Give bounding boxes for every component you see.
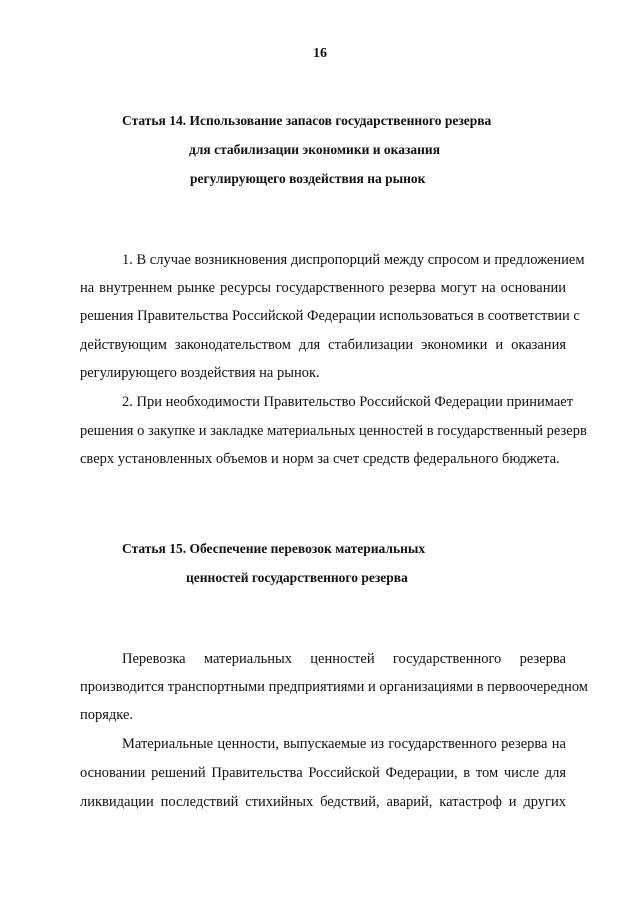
article-14-paragraph-1-line-1: 1. В случае возникновения диспропорций между спросом и предложением [122, 252, 585, 268]
article-14-paragraph-2-line-2: решения о закупке и закладке материальных ценностей в государственный резерв [80, 423, 587, 439]
article-15-heading-line-1: Статья 15. Обеспечение перевозок материальных [122, 541, 426, 556]
page-number: 16 [313, 46, 327, 61]
article-15-paragraph-1-line-1: Перевозка материальных ценностей государственного резерва [122, 651, 566, 667]
article-15-paragraph-2-line-2: основании решений Правительства Российской Федерации, в том числе для [80, 765, 566, 781]
article-14-heading-line-2: для стабилизации экономики и оказания [189, 142, 441, 157]
article-14-paragraph-1-line-2: на внутреннем рынке ресурсы государственного резерва могут на основании [80, 280, 566, 296]
article-15-paragraph-2-line-1: Материальные ценности, выпускаемые из государственного резерва на [122, 736, 566, 752]
article-14-paragraph-2-line-1: 2. При необходимости Правительство Российской Федерации принимает [122, 394, 574, 410]
article-14-paragraph-1-line-3: решения Правительства Российской Федерации использоваться в соответствии с [80, 308, 580, 324]
article-15-paragraph-1-line-3: порядке. [80, 707, 134, 723]
article-15-heading-line-2: ценностей государственного резерва [186, 570, 408, 585]
article-14-heading-line-1: Статья 14. Использование запасов государственного резерва [122, 113, 492, 128]
article-14-paragraph-1-line-5: регулирующего воздействия на рынок. [80, 365, 320, 381]
article-15-paragraph-2-line-3: ликвидации последствий стихийных бедствий, аварий, катастроф и других [80, 794, 566, 810]
article-14-paragraph-1-line-4: действующим законодательством для стабилизации экономики и оказания [80, 337, 566, 353]
article-15-paragraph-1-line-2: производится транспортными предприятиями и организациями в первоочередном [80, 679, 588, 695]
article-14-heading-line-3: регулирующего воздействия на рынок [190, 171, 426, 186]
article-14-paragraph-2-line-3: сверх установленных объемов и норм за счет средств федерального бюджета. [80, 451, 560, 467]
